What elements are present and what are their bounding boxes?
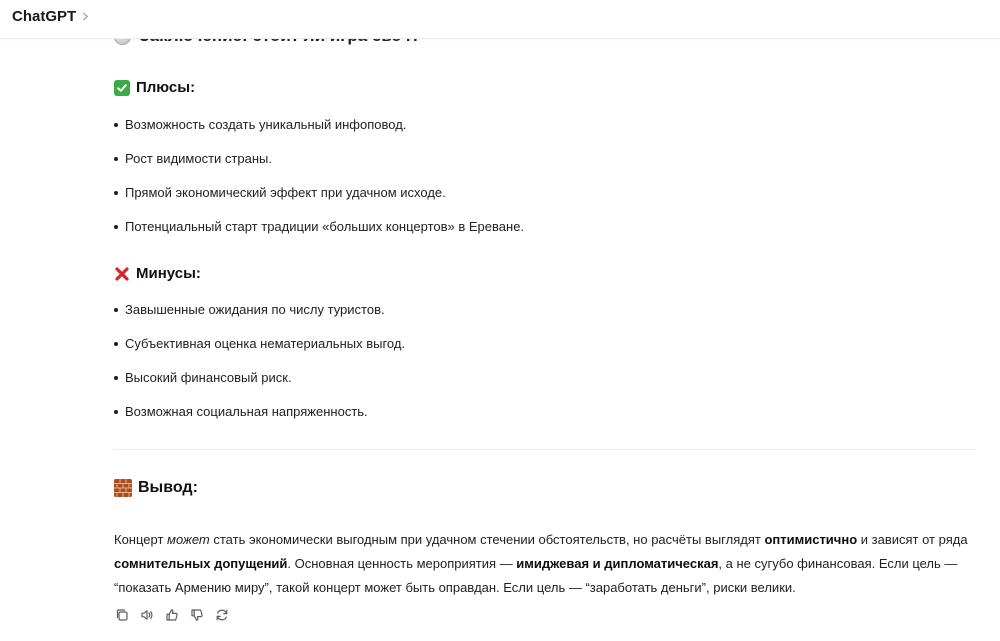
text-run-bold: оптимистично (764, 532, 858, 547)
cons-heading (114, 265, 201, 282)
read-aloud-button[interactable] (139, 607, 155, 623)
text-run: Концерт (114, 532, 168, 547)
text-run-italic: может (167, 532, 210, 547)
list-item: Завышенные ожидания по числу туристов. (114, 302, 405, 336)
cross-mark-icon (114, 266, 130, 282)
thumbs-up-icon (165, 608, 179, 622)
list-item: Потенциальный старт традиции «больших концертов» в Ереване. (114, 219, 524, 253)
list-item: Рост видимости страны. (114, 151, 524, 185)
list-item: Возможность создать уникальный инфоповод. (114, 117, 524, 151)
app-title: ChatGPT (12, 8, 77, 25)
top-bar (0, 0, 1000, 39)
brick-wall-icon (114, 479, 132, 497)
cons-list (114, 302, 405, 438)
pros-heading (114, 79, 195, 96)
good-response-button[interactable] (164, 607, 180, 623)
model-selector[interactable] (12, 8, 90, 25)
read-aloud-icon (140, 608, 154, 622)
text-run: стать экономически выгодным при удачном стечении обстоятельств, но расчёты выглядят (209, 532, 765, 547)
pros-list (114, 117, 524, 253)
thumbs-down-icon (190, 608, 204, 622)
text-run-bold: сомнительных допущений (114, 556, 288, 571)
chevron-right-icon (81, 12, 90, 21)
text-run-bold: имиджевая и дипломатическая (516, 556, 719, 571)
divider (114, 449, 976, 450)
copy-icon (115, 608, 129, 622)
text-run: и зависят от ряда (857, 532, 968, 547)
regenerate-button[interactable] (214, 607, 230, 623)
list-item: Субъективная оценка нематериальных выгод. (114, 336, 405, 370)
list-item: Высокий финансовый риск. (114, 370, 405, 404)
copy-button[interactable] (114, 607, 130, 623)
check-mark-icon (114, 80, 130, 96)
conclusion-title: Вывод: (138, 479, 198, 496)
conclusion-heading (114, 479, 198, 497)
pros-title: Плюсы: (136, 79, 196, 96)
cons-title: Минусы: (136, 265, 201, 282)
message-actions (114, 607, 230, 623)
regenerate-icon (215, 608, 229, 622)
list-item: Прямой экономический эффект при удачном исходе. (114, 185, 524, 219)
bad-response-button[interactable] (189, 607, 205, 623)
conclusion-paragraph (114, 528, 974, 600)
text-run: , а не сугубо финансовая. Если цель — “показать Армению миру”, такой концерт может быть оправдан. Если цель — “заработать деньги”, риски велики. (114, 556, 958, 595)
list-item: Возможная социальная напряженность. (114, 404, 405, 438)
text-run: . Основная ценность мероприятия — (287, 556, 517, 571)
